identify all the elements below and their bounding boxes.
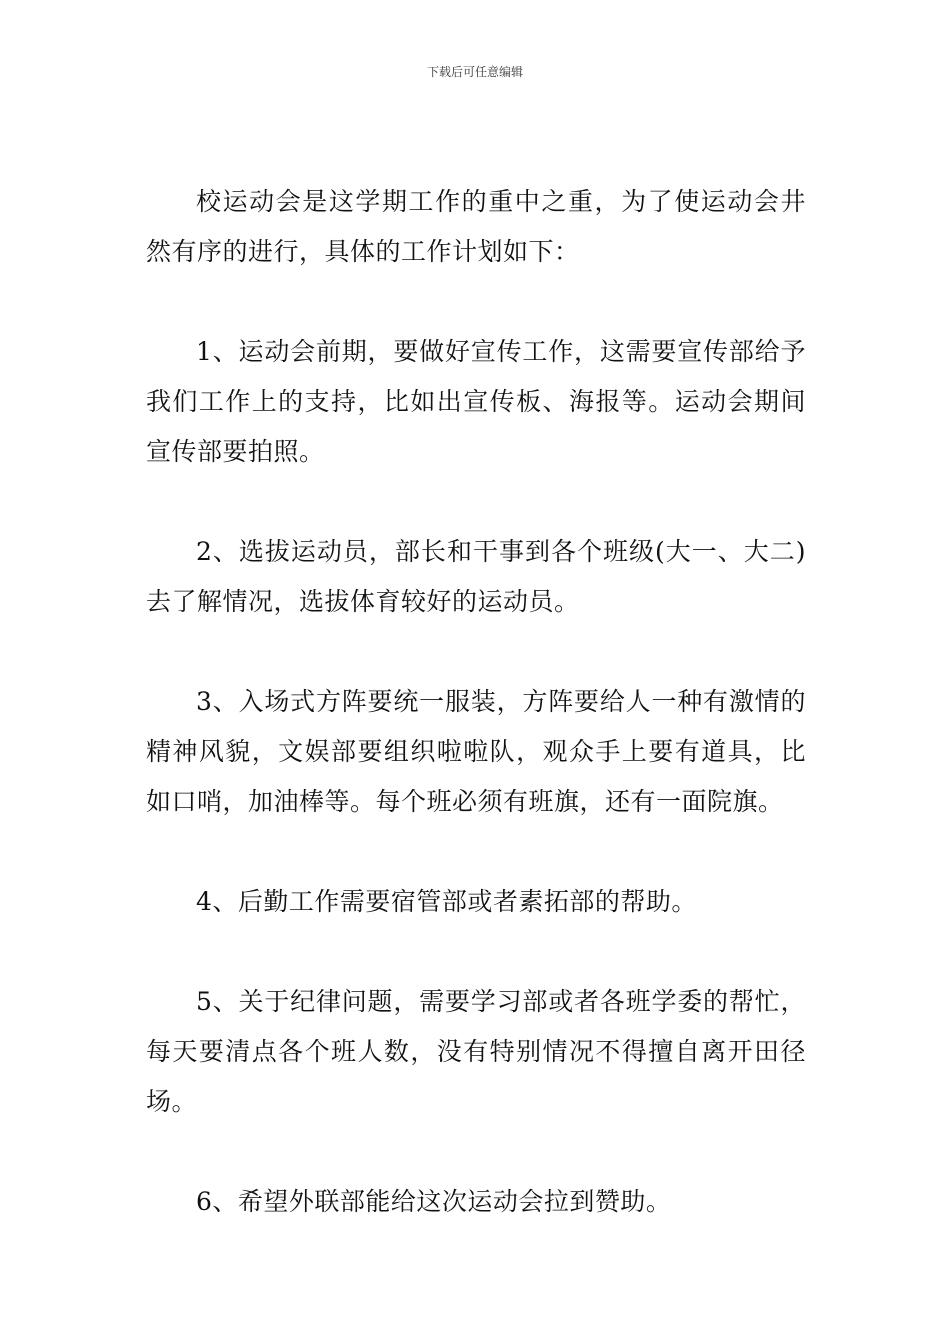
paragraph-intro: 校运动会是这学期工作的重中之重，为了使运动会井然有序的进行，具体的工作计划如下： <box>146 187 806 266</box>
paragraph-item-5: 5、关于纪律问题，需要学习部或者各班学委的帮忙，每天要清点各个班人数，没有特别情况不得擅自离开田径场。 <box>146 987 806 1116</box>
paragraph-item-6: 6、希望外联部能给这次运动会拉到赞助。 <box>196 1187 672 1216</box>
document-body <box>146 177 806 1277</box>
paragraph-item-2: 2、选拔运动员，部长和干事到各个班级(大一、大二)去了解情况，选拔体育较好的运动员。 <box>146 537 806 616</box>
paragraph-item-1: 1、运动会前期，要做好宣传工作，这需要宣传部给予我们工作上的支持，比如出宣传板、海报等。运动会期间宣传部要拍照。 <box>146 337 806 466</box>
paragraph-item-4: 4、后勤工作需要宿管部或者素拓部的帮助。 <box>196 887 697 916</box>
paragraph-item-3: 3、入场式方阵要统一服装，方阵要给人一种有激情的精神风貌，文娱部要组织啦啦队，观众手上要有道具，比如口哨，加油棒等。每个班必须有班旗，还有一面院旗。 <box>146 687 806 816</box>
page-header-note: 下载后可任意编辑 <box>426 65 523 79</box>
